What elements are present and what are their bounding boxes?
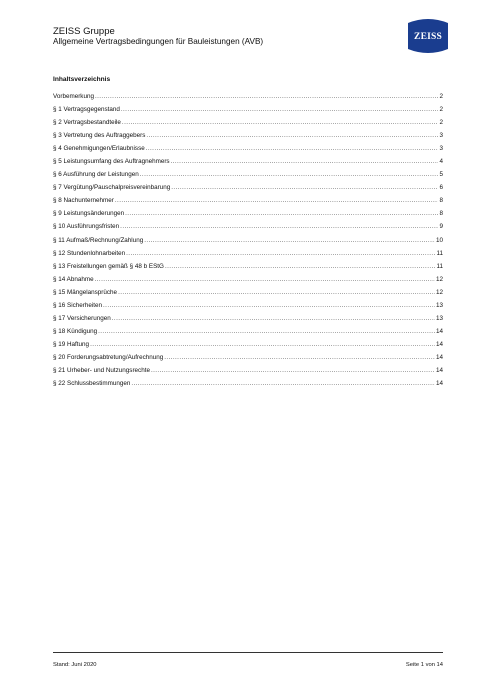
toc-entry-page: 14 [435, 327, 443, 335]
toc-entry-label: § 10 Ausführungsfristen [53, 223, 120, 231]
toc-entry-label: § 14 Abnahme [53, 275, 94, 283]
toc-entry[interactable] [53, 210, 443, 223]
toc-entry-page: 11 [436, 262, 443, 270]
toc-entry[interactable] [53, 328, 443, 341]
toc-entry-label: § 13 Freistellungen gemäß § 48 b EStG [53, 262, 164, 270]
toc-leader-dots [126, 250, 435, 258]
toc-entry-page: 13 [435, 314, 443, 322]
toc-entry[interactable] [53, 289, 443, 302]
toc-entry-label: § 11 Aufmaß/Rechnung/Zahlung [53, 236, 144, 244]
toc-entry-label: § 3 Vertretung des Auftraggebers [53, 132, 146, 140]
toc-leader-dots [164, 354, 435, 362]
toc-leader-dots [165, 263, 435, 271]
toc-entry-page: 2 [439, 119, 443, 127]
toc-entry[interactable] [53, 276, 443, 289]
toc-entry-page: 14 [435, 340, 443, 348]
toc-entry[interactable] [53, 380, 443, 393]
toc-entry[interactable] [53, 302, 443, 315]
toc-leader-dots [121, 106, 439, 114]
toc-entry-page: 3 [439, 132, 443, 140]
logo-text: ZEISS [414, 32, 442, 43]
toc-entry[interactable] [53, 315, 443, 328]
toc-leader-dots [112, 315, 435, 323]
company-name: ZEISS Gruppe [53, 26, 115, 37]
toc-entry-page: 13 [435, 301, 443, 309]
toc-leader-dots [171, 158, 439, 166]
toc-entry[interactable] [53, 354, 443, 367]
toc-leader-dots [146, 145, 439, 153]
toc-entry-page: 3 [439, 145, 443, 153]
toc-entry-label: § 6 Ausführung der Leistungen [53, 171, 139, 179]
toc-entry-label: § 16 Sicherheiten [53, 301, 103, 309]
toc-entry-label: § 22 Schlussbestimmungen [53, 380, 131, 388]
toc-leader-dots [118, 289, 435, 297]
toc-leader-dots [95, 276, 435, 284]
document-subtitle: Allgemeine Vertragsbedingungen für Bauleistungen (AVB) [53, 37, 264, 46]
toc-entry-label: § 20 Forderungsabtretung/Aufrechnung [53, 353, 164, 361]
toc-entry[interactable] [53, 93, 443, 106]
toc-leader-dots [171, 184, 438, 192]
toc-entry[interactable] [53, 341, 443, 354]
toc-entry-label: § 7 Vergütung/Pauschalpreisvereinbarung [53, 184, 171, 192]
toc-leader-dots [122, 119, 439, 127]
toc-entry-label: Vorbemerkung [53, 93, 94, 100]
toc-entry-label: § 9 Leistungsänderungen [53, 210, 125, 218]
toc-entry-label: § 5 Leistungsumfang des Auftragnehmers [53, 158, 170, 166]
toc-entry-label: § 21 Urheber- und Nutzungsrechte [53, 366, 150, 374]
toc-entry-page: 14 [435, 380, 443, 388]
toc-entry[interactable] [53, 237, 443, 250]
toc-title: Inhaltsverzeichnis [53, 76, 111, 83]
toc-entry-page: 12 [435, 275, 443, 283]
toc-entry[interactable] [53, 106, 443, 119]
toc-entry[interactable] [53, 223, 443, 236]
toc-entry[interactable] [53, 197, 443, 210]
toc-leader-dots [103, 302, 435, 310]
toc-entry-label: § 4 Genehmigungen/Erlaubnisse [53, 145, 145, 153]
toc-entry-page: 14 [435, 366, 443, 374]
toc-entry-label: § 12 Stundenlohnarbeiten [53, 249, 126, 257]
toc-entry-label: § 15 Mängelansprüche [53, 288, 118, 296]
toc-entry[interactable] [53, 367, 443, 380]
toc-entry[interactable] [53, 132, 443, 145]
toc-leader-dots [144, 237, 435, 245]
toc-entry-label: § 1 Vertragsgegenstand [53, 106, 120, 114]
footer-page-info: Seite 1 von 14 [405, 662, 443, 668]
toc-entry-page: 9 [439, 223, 443, 231]
toc-entry-page: 12 [435, 288, 443, 296]
toc-leader-dots [95, 93, 439, 101]
footer-date: Stand: Juni 2020 [53, 662, 97, 668]
toc-entry-page: 4 [439, 158, 443, 166]
toc-entry-page: 2 [439, 93, 443, 100]
toc-entry-page: 11 [436, 249, 443, 257]
toc-entry-label: § 17 Versicherungen [53, 314, 111, 322]
toc-leader-dots [140, 171, 439, 179]
footer-divider [53, 652, 443, 653]
toc-entry-page: 6 [439, 184, 443, 192]
toc-entry[interactable] [53, 145, 443, 158]
table-of-contents [53, 93, 443, 393]
toc-entry-page: 8 [439, 210, 443, 218]
toc-leader-dots [146, 132, 438, 140]
toc-entry-page: 10 [435, 236, 443, 244]
toc-entry-label: § 8 Nachunternehmer [53, 197, 114, 205]
toc-leader-dots [125, 210, 438, 218]
toc-leader-dots [90, 341, 435, 349]
toc-entry-page: 8 [439, 197, 443, 205]
toc-entry-label: § 19 Haftung [53, 340, 90, 348]
toc-entry-label: § 18 Kündigung [53, 327, 98, 335]
toc-entry-page: 2 [439, 106, 443, 114]
toc-entry-label: § 2 Vertragsbestandteile [53, 119, 121, 127]
toc-entry[interactable] [53, 184, 443, 197]
toc-entry-page: 14 [435, 353, 443, 361]
toc-leader-dots [98, 328, 435, 336]
toc-entry[interactable] [53, 171, 443, 184]
toc-leader-dots [151, 367, 435, 375]
toc-entry-page: 5 [439, 171, 443, 179]
toc-entry[interactable] [53, 158, 443, 171]
toc-leader-dots [115, 197, 439, 205]
toc-leader-dots [120, 223, 438, 231]
zeiss-logo-icon [408, 16, 448, 56]
toc-leader-dots [131, 380, 435, 388]
toc-entry[interactable] [53, 250, 443, 263]
toc-entry[interactable] [53, 263, 443, 276]
toc-entry[interactable] [53, 119, 443, 132]
